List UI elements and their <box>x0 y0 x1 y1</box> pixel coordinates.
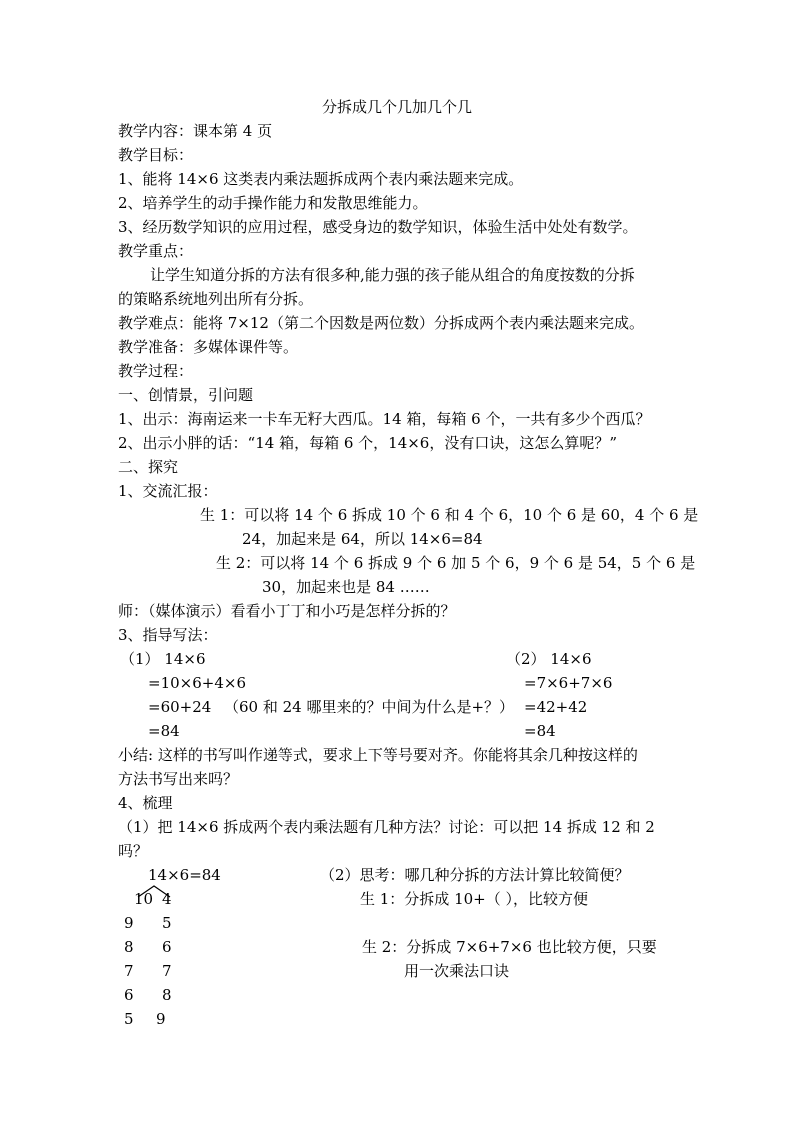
example-1-line-4: =84 <box>148 722 180 740</box>
section-1-item-2: 2、出示小胖的话：“14 箱，每箱 6 个，14×6，没有口诀，这怎么算呢？” <box>118 434 618 452</box>
example-2-line-1: （2） 14×6 <box>506 650 592 668</box>
goal-3: 3、经历数学知识的应用过程，感受身边的数学知识，体验生活中处处有数学。 <box>118 218 638 236</box>
section-1-item-1: 1、出示：海南运来一卡车无籽大西瓜。14 箱，每箱 6 个，一共有多少个西瓜？ <box>118 410 651 428</box>
question-2: （2）思考：哪几种分拆的方法计算比较简便？ <box>320 866 630 884</box>
equation: 14×6=84 <box>148 866 221 884</box>
section-2-heading: 二、探究 <box>118 458 179 476</box>
difficulty: 教学难点：能将 7×12（第二个因数是两位数）分拆成两个表内乘法题来完成。 <box>118 314 644 332</box>
split-left: 6 <box>124 986 134 1004</box>
example-1-line-3: =60+24 <box>148 698 212 716</box>
split-left: 8 <box>124 938 134 956</box>
teacher-line: 师：（媒体演示）看看小丁丁和小巧是怎样分拆的？ <box>118 602 456 620</box>
preparation: 教学准备：多媒体课件等。 <box>118 338 299 356</box>
split-left: 10 <box>134 890 154 908</box>
key-line-2: 的策略系统地列出所有分拆。 <box>118 290 314 308</box>
split-right: 6 <box>162 938 172 956</box>
split-right: 4 <box>162 890 172 908</box>
question-1-line-2: 吗？ <box>118 842 149 860</box>
process-heading: 教学过程： <box>118 362 194 380</box>
goals-heading: 教学目标： <box>118 146 194 164</box>
page-title: 分拆成几个几加几个几 <box>321 98 472 116</box>
question-1-line-1: （1）把 14×6 拆成两个表内乘法题有几种方法？讨论：可以把 14 拆成 12 和 2 <box>118 818 655 836</box>
split-right: 5 <box>162 914 172 932</box>
teaching-content: 教学内容：课本第 4 页 <box>118 122 273 140</box>
split-left: 9 <box>124 914 134 932</box>
example-2-line-4: =84 <box>524 722 556 740</box>
split-left: 5 <box>124 1010 134 1028</box>
example-1-line-2: =10×6+4×6 <box>148 674 246 692</box>
split-right: 7 <box>162 962 172 980</box>
example-2-line-2: =7×6+7×6 <box>524 674 613 692</box>
answer-2-line-1: 生 2：分拆成 7×6+7×6 也比较方便，只要 <box>362 938 657 956</box>
example-1-note: （60 和 24 哪里来的？中间为什么是+？） <box>224 698 515 716</box>
student-2-line-1: 生 2：可以将 14 个 6 拆成 9 个 6 加 5 个 6，9 个 6 是 54，5 个 6 是 <box>216 554 696 572</box>
goal-2: 2、培养学生的动手操作能力和发散思维能力。 <box>118 194 428 212</box>
example-1-line-1: （1） 14×6 <box>120 650 206 668</box>
student-1-line-1: 生 1：可以将 14 个 6 拆成 10 个 6 和 4 个 6，10 个 6 是 60，4 个 6 是 <box>200 506 699 524</box>
summary-line-1: 小结: 这样的书写叫作递等式，要求上下等号要对齐。你能将其余几种按这样的 <box>118 746 638 764</box>
answer-2-line-2: 用一次乘法口诀 <box>404 962 510 980</box>
split-right: 8 <box>162 986 172 1004</box>
guide-heading: 3、指导写法： <box>118 626 218 644</box>
student-1-line-2: 24，加起来是 64，所以 14×6=84 <box>242 530 483 548</box>
split-right: 9 <box>156 1010 166 1028</box>
summary-line-2: 方法书写出来吗？ <box>118 770 239 788</box>
section-4-heading: 4、梳理 <box>118 794 173 812</box>
answer-1: 生 1：分拆成 10+（ ），比较方便 <box>360 890 589 908</box>
key-heading: 教学重点： <box>118 242 194 260</box>
section-1-heading: 一、创情景，引问题 <box>118 386 254 404</box>
example-2-line-3: =42+42 <box>524 698 588 716</box>
student-2-line-2: 30，加起来也是 84 …… <box>262 578 430 596</box>
goal-1: 1、能将 14×6 这类表内乘法题拆成两个表内乘法题来完成。 <box>118 170 524 188</box>
key-line-1: 让学生知道分拆的方法有很多种,能力强的孩子能从组合的角度按数的分拆 <box>150 266 635 284</box>
split-left: 7 <box>124 962 134 980</box>
report-heading: 1、交流汇报： <box>118 482 218 500</box>
